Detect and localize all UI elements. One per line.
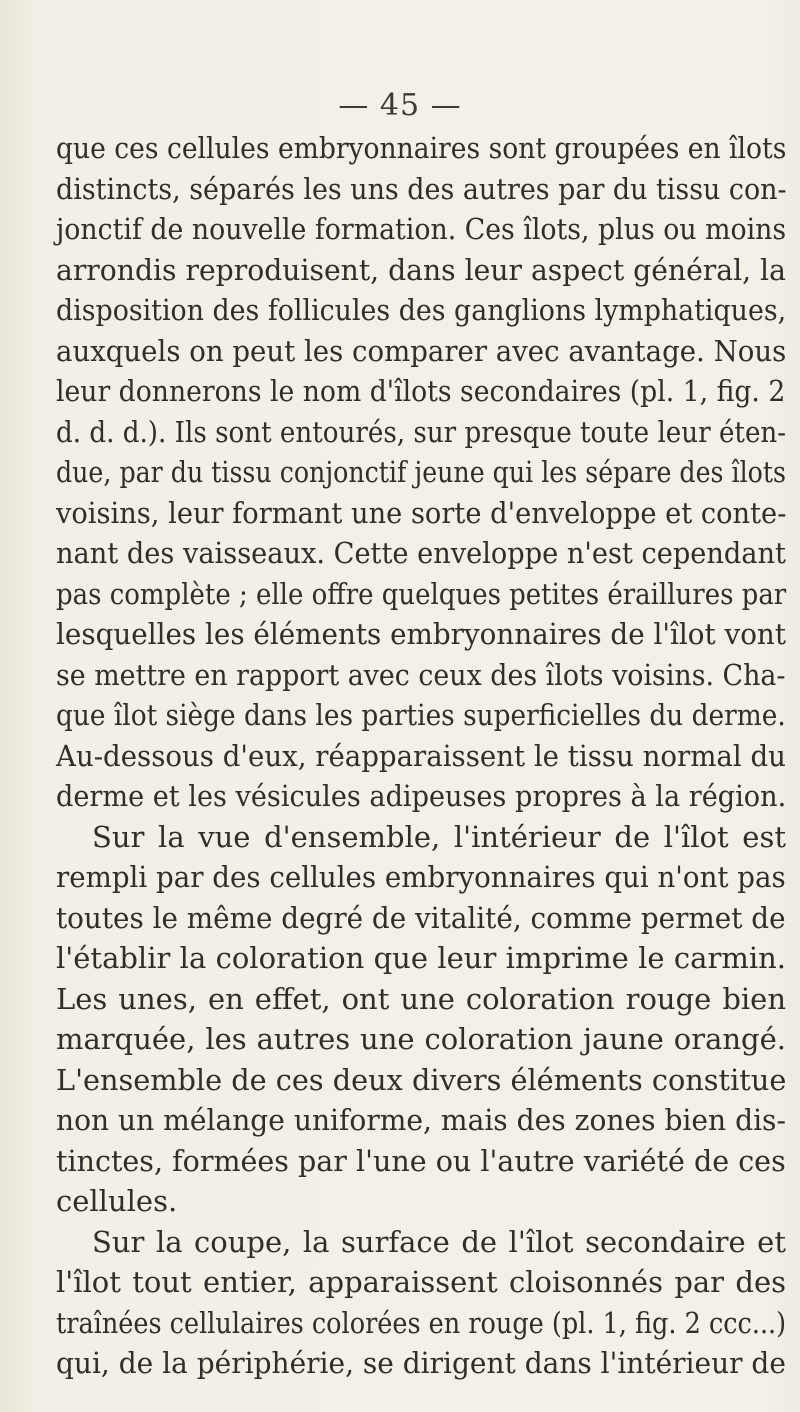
text-line: arrondis reproduisent, dans leur aspect général, la: [56, 252, 786, 287]
text-line: L'ensemble de ces deux divers éléments constitue: [56, 1062, 787, 1097]
text-line: se mettre en rapport avec ceux des îlots voisins. Cha-: [56, 657, 786, 692]
text-line: Sur la coupe, la surface de l'îlot secondaire et: [92, 1224, 786, 1259]
text-line: marquée, les autres une coloration jaune orangé.: [56, 1022, 786, 1056]
text-line: derme et les vésicules adipeuses propres à la région.: [56, 779, 787, 813]
text-line: auxquels on peut les comparer avec avantage. Nous: [56, 333, 787, 368]
text-line: rempli par des cellules embryonnaires qui n'ont pas: [56, 860, 786, 894]
text-line: disposition des follicules des ganglions lymphatiques,: [56, 293, 787, 327]
text-line: toutes le même degré de vitalité, comme permet de: [56, 900, 786, 935]
text-line: cellules.: [56, 1184, 178, 1218]
text-line: l'établir la coloration que leur imprime le carmin.: [56, 941, 786, 975]
text-line: Sur la vue d'ensemble, l'intérieur de l'îlot est: [92, 819, 786, 854]
text-line: voisins, leur formant une sorte d'enveloppe et conte-: [56, 495, 787, 530]
text-line: que ces cellules embryonnaires sont groupées en îlots: [56, 131, 787, 165]
text-line: nant des vaisseaux. Cette enveloppe n'est cependant: [56, 536, 786, 570]
text-line: distincts, séparés les uns des autres par du tissu con-: [56, 171, 787, 206]
text-line: due, par du tissu conjonctif jeune qui les sépare des îlots: [56, 455, 787, 489]
body-text: [56, 128, 786, 1384]
text-line: jonctif de nouvelle formation. Ces îlots, plus ou moins: [56, 212, 787, 246]
text-line: Les unes, en effet, ont une coloration rouge bien: [56, 981, 786, 1016]
text-line: non un mélange uniforme, mais des zones bien dis-: [56, 1103, 786, 1137]
text-line: que îlot siège dans les parties superficielles du derme.: [56, 698, 786, 732]
text-line: pas complète ; elle offre quelques petites éraillures par: [56, 576, 787, 611]
text-line: traînées cellulaires colorées en rouge (pl. 1, fig. 2 ccc...): [56, 1305, 787, 1340]
text-line: Au-dessous d'eux, réapparaissent le tissu normal du: [56, 738, 786, 773]
text-line: qui, de la périphérie, se dirigent dans l'intérieur de: [56, 1346, 786, 1380]
text-line: lesquelles les éléments embryonnaires de l'îlot vont: [56, 617, 786, 651]
page-number: — 45 —: [338, 88, 462, 123]
text-line: d. d. d.). Ils sont entourés, sur presque toute leur éten-: [56, 414, 787, 449]
text-line: leur donnerons le nom d'îlots secondaires (pl. 1, fig. 2: [56, 374, 786, 408]
text-line: l'îlot tout entier, apparaissent cloisonnés par des: [56, 1265, 786, 1299]
text-line: tinctes, formées par l'une ou l'autre variété de ces: [56, 1143, 786, 1178]
